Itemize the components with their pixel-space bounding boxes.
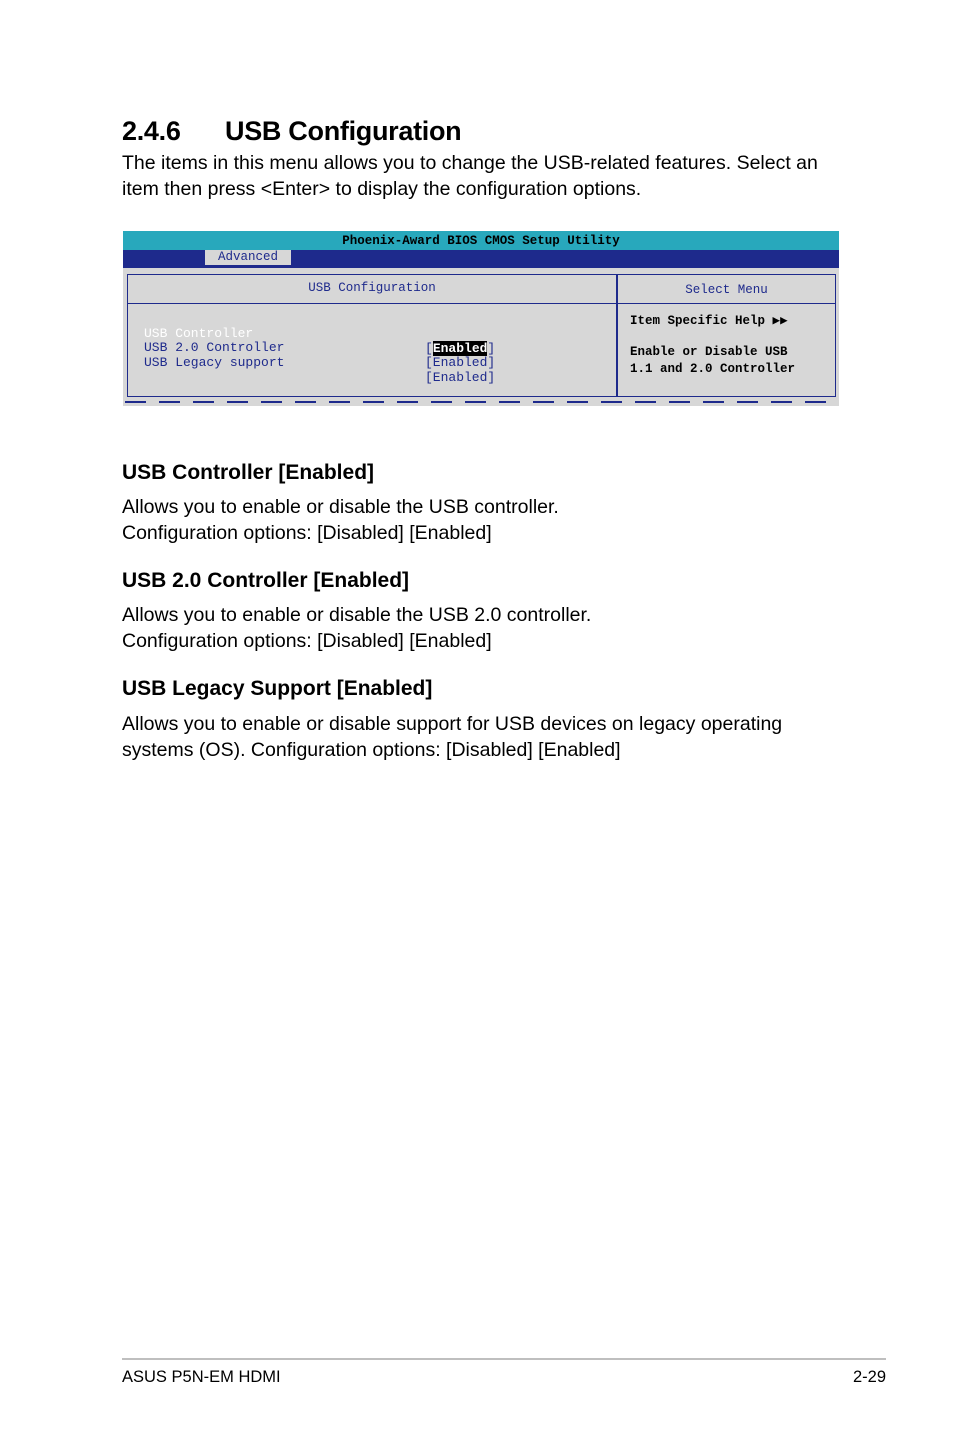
settings-panel bbox=[127, 274, 617, 397]
setting-usb-legacy-support[interactable] bbox=[144, 340, 604, 385]
description-line: Configuration options: [Disabled] [Enabled] bbox=[122, 630, 492, 652]
item-heading-usb-legacy-support: USB Legacy Support [Enabled] bbox=[122, 677, 433, 700]
setting-label: USB 2.0 Controller bbox=[144, 340, 285, 355]
setting-label: USB Legacy support bbox=[144, 355, 285, 370]
description-line: Configuration options: [Disabled] [Enabled] bbox=[122, 522, 492, 544]
item-description bbox=[122, 602, 842, 654]
item-description bbox=[122, 494, 842, 546]
setting-value[interactable]: [Enabled] bbox=[425, 370, 496, 385]
help-heading-text: Item Specific Help bbox=[630, 314, 766, 328]
help-heading bbox=[630, 313, 788, 330]
bios-menu-bar bbox=[123, 250, 839, 268]
setting-value[interactable]: [Enabled] bbox=[425, 355, 496, 370]
item-heading-usb-controller: USB Controller [Enabled] bbox=[122, 461, 375, 484]
item-description bbox=[122, 711, 842, 763]
bios-title-bar: Phoenix-Award BIOS CMOS Setup Utility bbox=[123, 231, 839, 250]
bios-screenshot bbox=[123, 231, 839, 406]
description-line: Allows you to enable or disable the USB 2.0 controller. bbox=[122, 604, 592, 626]
footer-page-number: 2-29 bbox=[852, 1368, 886, 1386]
description-line: Allows you to enable or disable support for USB devices on legacy operating bbox=[122, 713, 783, 735]
footer-product-name: ASUS P5N-EM HDMI bbox=[122, 1368, 281, 1386]
double-arrow-icon: ▶▶ bbox=[772, 314, 788, 328]
help-line: 1.1 and 2.0 Controller bbox=[630, 362, 796, 376]
bios-bottom-divider bbox=[125, 401, 837, 403]
setting-label: USB Controller bbox=[144, 326, 254, 341]
footer-divider bbox=[122, 1358, 886, 1360]
section-number: 2.4.6 bbox=[122, 116, 181, 146]
setting-value[interactable]: [Enabled] bbox=[425, 341, 496, 356]
section-heading bbox=[122, 116, 461, 147]
section-title: USB Configuration bbox=[225, 116, 462, 146]
description-line: Allows you to enable or disable the USB controller. bbox=[122, 496, 559, 518]
tab-advanced[interactable]: Advanced bbox=[205, 250, 291, 265]
intro-line: item then press <Enter> to display the configuration options. bbox=[122, 178, 642, 200]
help-line: Enable or Disable USB bbox=[630, 345, 788, 359]
item-heading-usb20-controller: USB 2.0 Controller [Enabled] bbox=[122, 569, 410, 592]
help-panel bbox=[617, 274, 836, 397]
settings-panel-title: USB Configuration bbox=[128, 275, 616, 304]
help-panel-title: Select Menu bbox=[618, 275, 835, 304]
selected-value: Enabled bbox=[432, 341, 488, 356]
intro-paragraph bbox=[122, 150, 842, 202]
description-line: systems (OS). Configuration options: [Disabled] [Enabled] bbox=[122, 739, 621, 761]
intro-line: The items in this menu allows you to change the USB-related features. Select an bbox=[122, 152, 818, 174]
